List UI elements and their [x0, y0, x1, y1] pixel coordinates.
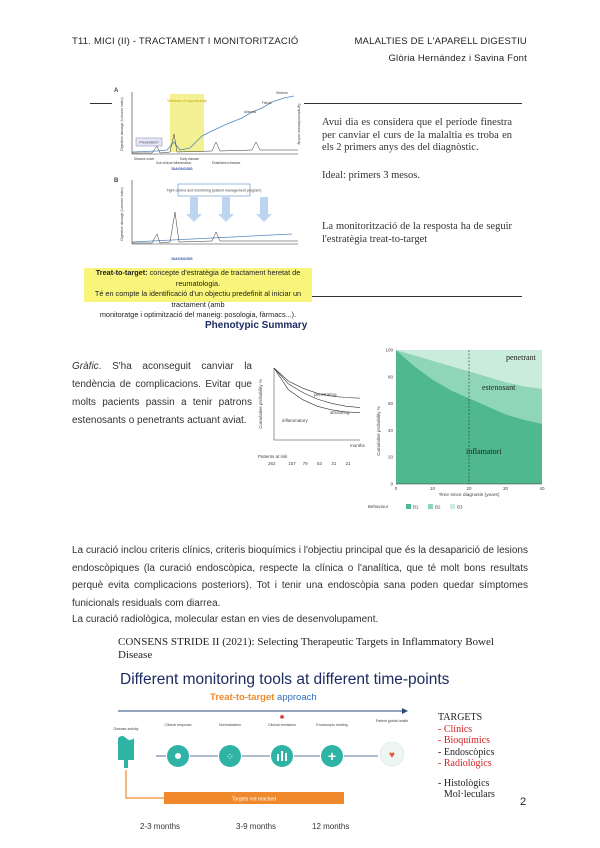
step-label-3: Clinical remission — [268, 723, 296, 727]
point-onset: Disease onset — [134, 157, 155, 161]
t2t-heading — [210, 692, 317, 703]
left-at-risk-4: 31 — [331, 461, 337, 466]
left-at-risk-3: 53 — [317, 461, 323, 466]
legend-label-B2: B2 — [435, 504, 441, 510]
x-axis-label-b: DIAGNOSIS — [171, 257, 193, 261]
right-xtick-2: 20 — [466, 486, 472, 491]
note-monitoring: La monitorització de la resposta ha de seguir l'estratègia treat-to-target — [322, 221, 512, 245]
legend-swatch-B2 — [428, 504, 433, 509]
left-series-label-0: penetrating — [314, 392, 337, 397]
y-axis-a: Digestive damage (Lemann index) — [120, 97, 124, 151]
left-series-label-1: stricturing — [330, 410, 350, 415]
label-b: B — [114, 178, 119, 184]
right-xtick-1: 10 — [429, 486, 436, 491]
left-series-inflammatory — [274, 368, 360, 413]
chart-right-svg — [366, 344, 546, 512]
left-ylabel: Cumulative probability % — [258, 379, 263, 429]
t2t-prefix: Treat-to-target — [210, 692, 275, 703]
y-axis-b: Digestive damage (Lemann index) — [120, 187, 124, 241]
legend-title: Behaviour — [368, 504, 389, 509]
right-xtick-4: 40 — [539, 486, 545, 491]
heart-icon: ♥ — [389, 750, 395, 761]
target-clinics: - Clínics — [438, 723, 473, 735]
chart-right-container — [366, 344, 546, 512]
scatter-icon: ⁘ — [225, 752, 235, 763]
right-area-label-1: estenosant — [482, 383, 516, 392]
month-3: 12 months — [312, 822, 350, 831]
target-clinics-text: Clínics — [443, 723, 473, 735]
step-disease-activity — [114, 727, 139, 768]
stride-svg — [112, 708, 428, 820]
callout-line1: concepte d'estratègia de tractament heretat de reumatologia. — [147, 268, 301, 288]
legend-swatch-B3 — [450, 504, 455, 509]
star-icon: ✱ — [279, 715, 285, 721]
targets-list — [438, 712, 495, 801]
right-area-label-2: inflamatori — [466, 447, 502, 456]
step-endoscopic-healing — [316, 723, 347, 767]
phenotypic-title: Phenotypic Summary — [205, 320, 308, 331]
step-label-4: Endoscopic healing — [316, 723, 348, 727]
target-moleculars — [438, 789, 495, 801]
prevention-label: Prevention? — [139, 140, 159, 145]
header-right-authors: Glòria Hernández i Savina Font — [388, 53, 527, 64]
tight-control-label: Tight control and monitoring (patient management program) — [166, 188, 262, 193]
bar-chart-icon-bar3 — [285, 753, 287, 761]
step-label-0: Disease activity — [113, 727, 139, 731]
month-2: 3-9 months — [236, 822, 277, 831]
consens-title: CONSENS STRIDE II (2021): Selecting Therapeutic Targets in Inflammatory Bowel Disease — [118, 636, 494, 661]
legend-label-B3: B3 — [457, 504, 463, 510]
step-clinical-remission — [268, 714, 296, 767]
right-xlabel: Time since diagnosis (years) — [438, 493, 500, 498]
targets-title: TARGETS — [438, 712, 483, 723]
left-at-risk-0: 262 — [268, 461, 276, 466]
right-ylabel: Cumulative probability % — [376, 406, 381, 456]
header-right-title: MALALTIES DE L'APARELL DIGESTIU — [354, 36, 527, 47]
stage-abscess: Abscess — [244, 110, 257, 114]
bar-chart-icon — [277, 754, 279, 761]
legend-label-B1: B1 — [413, 504, 419, 510]
arrow-down-2 — [218, 197, 234, 222]
callout-bold: Treat-to-target: — [95, 268, 148, 277]
right-area-label-0: penetrant — [506, 353, 536, 362]
loop-arrow — [126, 770, 164, 798]
step-patient-health — [376, 719, 409, 766]
body-paragraph-1: La curació inclou criteris clínics, criteris bioquímics i l'objectiu principal que és la desaparició de lesions endoscòpiques (la curació endoscòpica, respecte la clínica o l'analítica, que té molt bons resultats perquè evita complicacions posteriors). Tot i tenir una endoscòpia sana poden quedar símptomes funicionals residuals com diarrea. — [72, 545, 528, 609]
targets-not-reached-label: Targets not reached — [231, 796, 277, 803]
grafic-text: . S'ha aconseguit canviar la tendència de complicacions. Evitar que molts pacients passin a tenir patrons estenosants o penetrants actuant aviat. — [72, 361, 252, 426]
target-moleculars-text: Mol·leculars — [443, 789, 495, 800]
rule-mid-right — [304, 296, 522, 297]
left-xlabel: months — [350, 443, 365, 448]
right-xtick-0: 0 — [394, 486, 398, 491]
target-endoscopics-text: Endoscòpics — [443, 746, 495, 758]
step-label-5: Patient global health — [375, 719, 409, 723]
stride-arrowhead — [402, 708, 408, 714]
label-a: A — [114, 88, 119, 94]
stride-diagram — [112, 708, 428, 820]
right-ytick-5: 0 — [390, 481, 393, 487]
grafic-paragraph — [72, 358, 252, 430]
plus-icon: + — [327, 748, 337, 764]
left-at-risk-1: 157 — [288, 461, 296, 466]
rule-top-right — [304, 103, 522, 104]
target-radiologics-text: Radiològics — [443, 758, 492, 769]
target-histologics-text: Histològics — [443, 777, 490, 789]
note-ideal: Ideal: primers 3 mesos. — [322, 170, 420, 181]
right-ytick-1: 80 — [387, 374, 393, 380]
consens-subtitle: Different monitoring tools at different time-points — [120, 671, 450, 688]
chart-left-svg — [256, 360, 368, 472]
legend-swatch-B1 — [406, 504, 411, 509]
right-xtick-3: 30 — [502, 486, 509, 491]
t2t-suffix: approach — [274, 692, 317, 703]
right-ytick-0: 100 — [385, 347, 393, 353]
grafic-italic: Gràfic — [72, 361, 99, 372]
body-paragraph-2: La curació radiològica, molecular estan en vies de desenvolupament. — [72, 614, 379, 625]
note-window-period: Avui dia es considera que el període finestra per canviar el curs de la malaltia es troba en els 2 primers anys des del diagnòstic. — [322, 117, 512, 153]
left-at-risk-label: Patients at risk — [258, 454, 288, 459]
arrow-down-3 — [256, 197, 272, 222]
arrow-down-1 — [186, 197, 202, 222]
header-left: T11. MICI (II) - TRACTAMENT I MONITORITZACIÓ — [72, 36, 299, 47]
point-subclinical: Sub-clinical inflammation — [156, 161, 192, 165]
disease-course-svg — [112, 84, 304, 266]
stage-fistula: Fistula — [262, 101, 272, 105]
left-at-risk-5: 21 — [345, 461, 351, 466]
point-established: Established disease — [212, 161, 241, 165]
left-at-risk-2: 79 — [302, 461, 308, 466]
activity-line-b — [132, 212, 298, 243]
point-early: Early disease — [180, 157, 200, 161]
left-series-label-2: inflammatory — [282, 418, 308, 423]
y-axis-right: Symptoms/disease activity — [297, 103, 301, 145]
step-clinical-response — [164, 723, 191, 767]
right-ytick-4: 20 — [387, 454, 393, 460]
right-ytick-2: 60 — [387, 401, 393, 407]
target-histologics: - Histològics — [438, 777, 490, 789]
month-1: 2-3 months — [140, 822, 181, 831]
callout-line2: Té en compte la identificació d'un objectiu predefinit al iniciar un tractament (amb — [94, 289, 302, 309]
figure-disease-course — [112, 84, 304, 266]
page-number: 2 — [520, 796, 527, 808]
step-label-1: Clinical response — [164, 723, 192, 727]
callout-line3: monitoratge i optimització del maneig: posologia, fàrmacs...). — [99, 310, 297, 319]
callout-treat-to-target — [84, 268, 312, 319]
rule-top-left — [90, 103, 112, 104]
dot-icon — [175, 753, 181, 759]
x-axis-label-a: DIAGNOSIS — [171, 167, 193, 171]
stage-stricture: Stricture — [276, 91, 288, 95]
target-bioquimics: - Bioquímics — [438, 735, 490, 746]
chart-left-container — [256, 360, 368, 472]
target-endoscopics: - Endoscòpics — [438, 746, 495, 758]
target-radiologics: - Radiològics — [438, 758, 492, 769]
step-normalization — [219, 723, 241, 767]
window-label: Window of opportunity — [167, 98, 207, 103]
right-ytick-3: 40 — [387, 427, 393, 433]
target-bioquimics-text: Bioquímics — [443, 735, 490, 746]
step-label-2: Normalization — [219, 723, 241, 727]
bar-chart-icon-bar2 — [281, 751, 283, 761]
intestine-icon — [118, 736, 134, 768]
